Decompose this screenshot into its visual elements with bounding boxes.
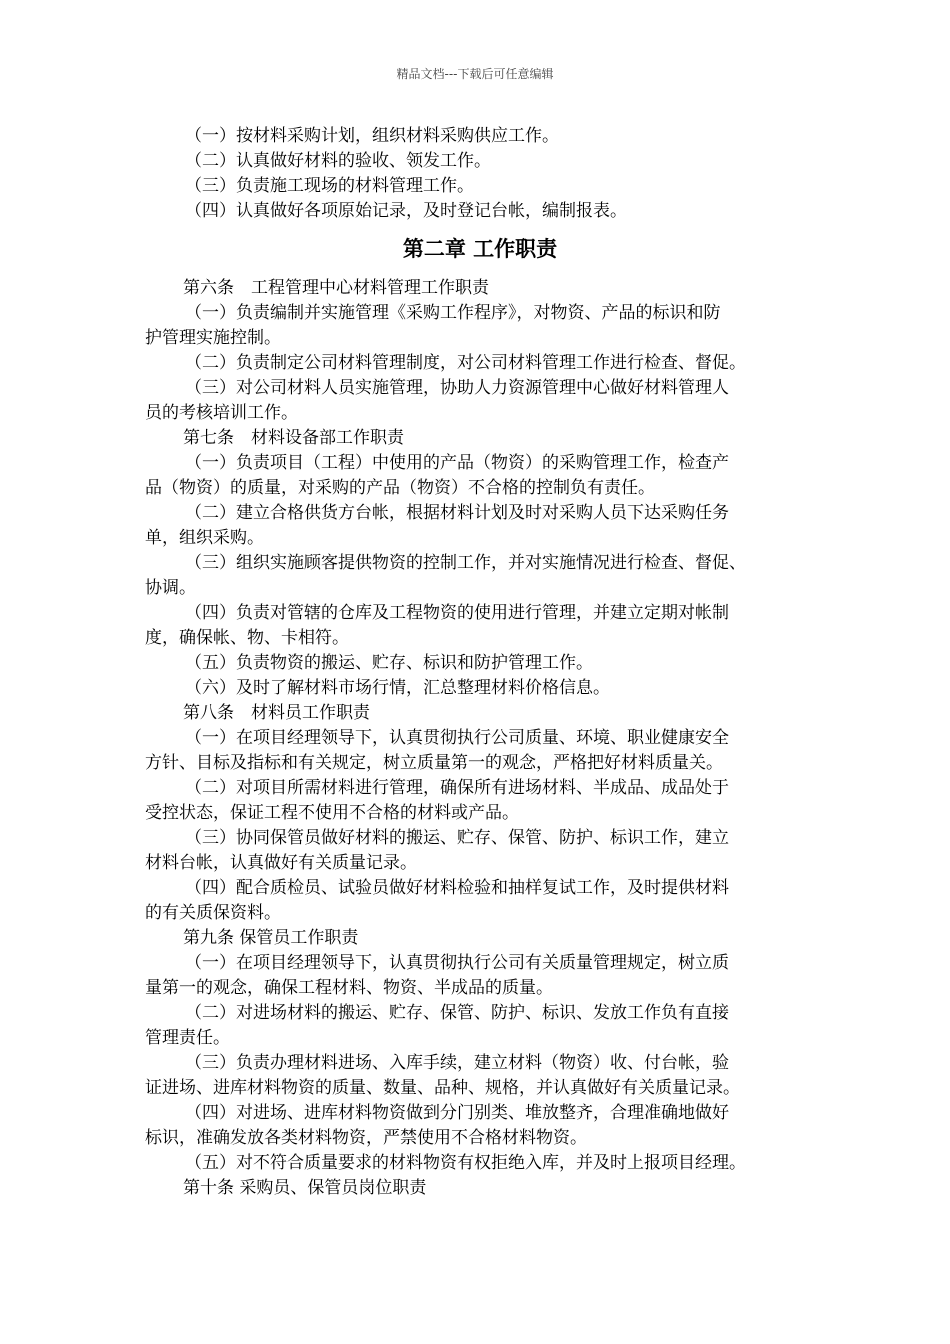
paragraph-line: （四）负责对管辖的仓库及工程物资的使用进行管理，并建立定期对帐制 bbox=[185, 603, 729, 623]
paragraph-line: 证进场、进库材料物资的质量、数量、品种、规格，并认真做好有关质量记录。 bbox=[145, 1078, 740, 1098]
paragraph-line: （一）负责项目（工程）中使用的产品（物资）的采购管理工作，检查产 bbox=[185, 453, 729, 473]
paragraph-line: 量第一的观念，确保工程材料、物资、半成品的质量。 bbox=[145, 978, 553, 998]
article-heading: 第八条 材料员工作职责 bbox=[183, 703, 370, 723]
paragraph-line: （一）在项目经理领导下，认真贯彻执行公司质量、环境、职业健康安全 bbox=[185, 728, 729, 748]
paragraph-line: （四）配合质检员、试验员做好材料检验和抽样复试工作，及时提供材料 bbox=[185, 878, 729, 898]
paragraph-line: （三）负责施工现场的材料管理工作。 bbox=[185, 176, 474, 196]
paragraph-line: （二）对进场材料的搬运、贮存、保管、防护、标识、发放工作负有直接 bbox=[185, 1003, 729, 1023]
paragraph-line: （一）负责编制并实施管理《采购工作程序》，对物资、产品的标识和防 bbox=[185, 303, 721, 323]
chapter-title: 第二章 工作职责 bbox=[402, 237, 558, 261]
page-header: 精品文档---下载后可任意编辑 bbox=[396, 67, 554, 81]
paragraph-line: 品（物资）的质量，对采购的产品（物资）不合格的控制负有责任。 bbox=[145, 478, 655, 498]
paragraph-line: 方针、目标及指标和有关规定，树立质量第一的观念，严格把好材料质量关。 bbox=[145, 753, 723, 773]
article-heading: 第九条 保管员工作职责 bbox=[183, 928, 359, 948]
article-heading: 第十条 采购员、保管员岗位职责 bbox=[183, 1178, 427, 1198]
paragraph-line: （一）按材料采购计划，组织材料采购供应工作。 bbox=[185, 126, 559, 146]
paragraph-line: 的有关质保资料。 bbox=[145, 903, 281, 923]
paragraph-line: （三）对公司材料人员实施管理，协助人力资源管理中心做好材料管理人 bbox=[185, 378, 729, 398]
paragraph-line: （三）负责办理材料进场、入库手续，建立材料（物资）收、付台帐，验 bbox=[185, 1053, 729, 1073]
paragraph-line: （五）对不符合质量要求的材料物资有权拒绝入库，并及时上报项目经理。 bbox=[185, 1153, 746, 1173]
paragraph-line: （三）组织实施顾客提供物资的控制工作，并对实施情况进行检查、督促、 bbox=[185, 553, 746, 573]
paragraph-line: （五）负责物资的搬运、贮存、标识和防护管理工作。 bbox=[185, 653, 593, 673]
paragraph-line: 受控状态，保证工程不使用不合格的材料或产品。 bbox=[145, 803, 519, 823]
paragraph-line: 标识，准确发放各类材料物资，严禁使用不合格材料物资。 bbox=[145, 1128, 587, 1148]
paragraph-line: （二）建立合格供货方台帐，根据材料计划及时对采购人员下达采购任务 bbox=[185, 503, 729, 523]
article-heading: 第六条 工程管理中心材料管理工作职责 bbox=[183, 278, 489, 298]
paragraph-line: 员的考核培训工作。 bbox=[145, 403, 298, 423]
paragraph-line: （四）认真做好各项原始记录，及时登记台帐，编制报表。 bbox=[185, 201, 627, 221]
document-body bbox=[145, 124, 815, 1201]
paragraph-line: （二）认真做好材料的验收、领发工作。 bbox=[185, 151, 491, 171]
paragraph-line: （二）负责制定公司材料管理制度，对公司材料管理工作进行检查、督促。 bbox=[185, 353, 746, 373]
paragraph-line: 材料台帐，认真做好有关质量记录。 bbox=[145, 853, 417, 873]
paragraph-line: 护管理实施控制。 bbox=[145, 328, 281, 348]
paragraph-line: （六）及时了解材料市场行情，汇总整理材料价格信息。 bbox=[185, 678, 610, 698]
paragraph-line: 管理责任。 bbox=[145, 1028, 230, 1048]
paragraph-line: 协调。 bbox=[145, 578, 196, 598]
paragraph-line: 单，组织采购。 bbox=[145, 528, 264, 548]
paragraph-line: （三）协同保管员做好材料的搬运、贮存、保管、防护、标识工作，建立 bbox=[185, 828, 729, 848]
paragraph-line: 度，确保帐、物、卡相符。 bbox=[145, 628, 349, 648]
paragraph-line: （一）在项目经理领导下，认真贯彻执行公司有关质量管理规定，树立质 bbox=[185, 953, 729, 973]
article-heading: 第七条 材料设备部工作职责 bbox=[183, 428, 404, 448]
paragraph-line: （四）对进场、进库材料物资做到分门别类、堆放整齐，合理准确地做好 bbox=[185, 1103, 729, 1123]
paragraph-line: （二）对项目所需材料进行管理，确保所有进场材料、半成品、成品处于 bbox=[185, 778, 729, 798]
